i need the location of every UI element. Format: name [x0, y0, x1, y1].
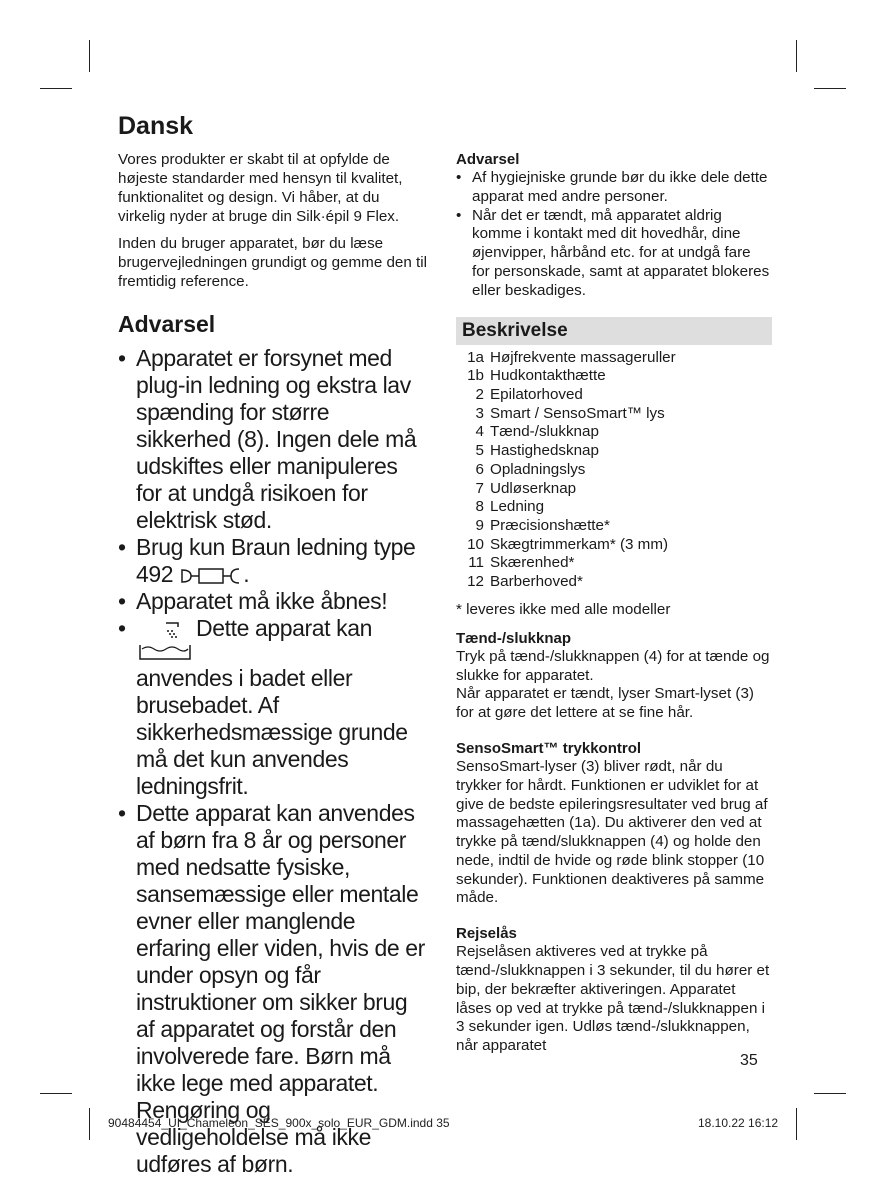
list-item: 1a Højfrekvente massageruller	[467, 348, 676, 366]
crop-mark	[814, 88, 846, 89]
section-heading: SensoSmart™ trykkontrol	[456, 739, 642, 757]
warning-list	[118, 345, 428, 1178]
crop-mark	[40, 1093, 72, 1094]
onoff-section	[456, 629, 772, 723]
section-text: Tryk på tænd-/slukknappen (4) for at tænde og slukke for apparatet.	[456, 647, 770, 684]
cord-type-icon	[179, 565, 243, 587]
list-item: • Brug kun Braun ledning type 492 .	[118, 534, 416, 587]
parts-list	[456, 349, 772, 592]
list-item: 7 Udløserknap	[475, 479, 577, 497]
list-item: 5 Hastighedsknap	[475, 442, 599, 460]
footnote: * leveres ikke med alle modeller	[456, 600, 671, 618]
shower-bath-icon	[138, 619, 192, 665]
crop-mark	[796, 1108, 797, 1140]
list-item: 12 Barberhoved*	[467, 573, 583, 591]
section-text: Rejselåsen aktiveres ved at trykke på tænd-/slukknappen i 3 sekunder, til du hører et bip, der bekræfter aktiveringen. Apparatet låses op ved at trykke på tænd-/slukknappen i 3 sekunder igen. Udløs tænd-/slukknappen, når apparatet	[456, 943, 770, 1055]
warning-small-list	[456, 169, 772, 301]
crop-mark	[40, 88, 72, 89]
list-item: 8 Ledning	[475, 498, 545, 516]
list-item: 11 Skærenhed*	[468, 554, 575, 572]
page-number: 35	[740, 1052, 758, 1069]
list-item: 2 Epilatorhoved	[475, 385, 583, 403]
sensosmart-section	[456, 739, 772, 908]
left-column	[118, 150, 428, 1178]
page-title: Dansk	[118, 112, 194, 140]
section-heading: Rejselås	[456, 925, 517, 943]
list-item: 4 Tænd-/slukknap	[475, 423, 599, 441]
intro-paragraph: Vores produkter er skabt til at opfylde de højeste standarder med hensyn til kvalitet, funktionalitet og design. Vi håber, at du virkelig nyder at bruge din Silk·épil 9 Flex.	[118, 151, 403, 225]
list-item: 3 Smart / SensoSmart™ lys	[475, 404, 665, 422]
crop-mark	[89, 40, 90, 72]
crop-mark	[796, 40, 797, 72]
warning-small-heading: Advarsel	[456, 151, 520, 168]
crop-mark	[89, 1108, 90, 1140]
list-item: 9 Præcisionshætte*	[475, 516, 610, 534]
footer-date: 18.10.22 16:12	[698, 1116, 779, 1130]
list-item: 10 Skægtrimmerkam* (3 mm)	[467, 535, 669, 553]
intro-paragraph: Inden du bruger apparatet, bør du læse brugervejledningen grundigt og gemme den til fremtidig reference.	[118, 235, 428, 290]
right-column	[456, 150, 772, 1072]
list-item: 1b Hudkontakthætte	[467, 367, 606, 385]
crop-mark	[814, 1093, 846, 1094]
list-item: • Dette apparat kan anvendes af børn fra 8 år og personer med nedsatte fysiske, sansemæssige eller mentale evner eller manglende erfaring eller viden, hvis de er under opsyn og får instruktioner om sikker brug af apparatet og forstår den involverede fare. Børn må ikke lege med apparatet. Rengøring og vedligeholdelse må ikke udføres af børn.	[118, 800, 425, 1177]
travellock-section	[456, 924, 772, 1056]
section-text: Når apparatet er tændt, lyser Smart-lyset (3) for at gøre det lettere at se fine hår.	[456, 685, 754, 722]
list-item: • Dette apparat kan anvendes i badet eller brusebadet. Af sikkerhedsmæssige grunde må det kun anvendes ledningsfrit.	[118, 615, 408, 799]
list-item: • Når det er tændt, må apparatet aldrig komme i kontakt med dit hovedhår, dine øjenvipper, hårbånd etc. for at undgå fare for personskade, samt at apparatet blokeres eller beskadiges.	[456, 206, 770, 299]
list-item: • Apparatet er forsynet med plug-in ledning og ekstra lav spænding for større sikkerhed (8). Ingen dele må udskiftes eller manipuleres for at undgå risikoen for elektrisk stød.	[118, 345, 417, 533]
list-item: • Apparatet må ikke åbnes!	[118, 588, 388, 614]
description-heading: Beskrivelse	[456, 317, 772, 345]
list-item: 6 Opladningslys	[475, 460, 586, 478]
section-heading: Tænd-/slukknap	[456, 629, 572, 647]
list-item: • Af hygiejniske grunde bør du ikke dele dette apparat med andre personer.	[456, 169, 768, 205]
warning-heading: Advarsel	[118, 311, 216, 337]
section-text: SensoSmart-lyser (3) bliver rødt, når du trykker for hårdt. Funktionen er udviklet for at give de bedste epileringsresultater ved brug af massagehætten (1a). Du aktiverer den ved at trykke på tænd/slukknappen (4) og holde den nede, indtil de hvide og røde blink stopper (10 sekunder). Funktionen deaktiveres på samme måde.	[456, 757, 768, 907]
footer-filename: 90484454_UI_Chameleon_SES_900x_solo_EUR_GDM.indd 35	[108, 1116, 450, 1130]
